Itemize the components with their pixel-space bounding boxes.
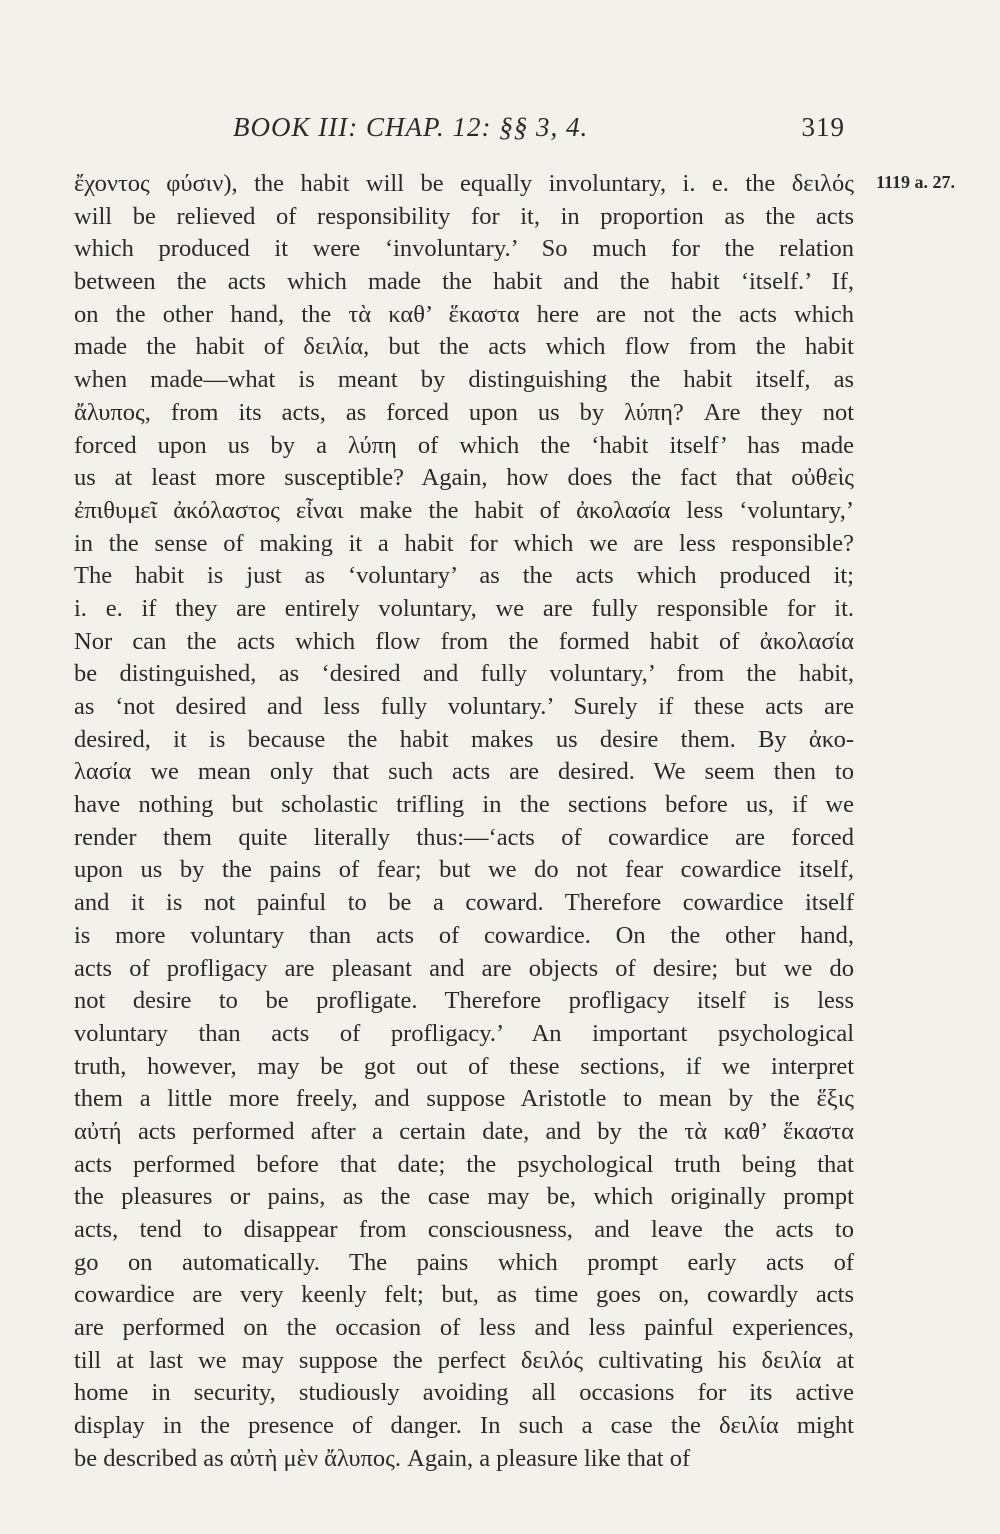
text-line: will be relieved of responsibility for it, in proportion as the acts [74,202,854,230]
text-line: on the other hand, the τὰ καθ’ ἕκαστα here are not the acts which [74,300,854,328]
text-line: acts, tend to disappear from consciousness, and leave the acts to [74,1216,854,1243]
marginal-reference: 1119 a. 27. [876,172,956,192]
text-line: them a little more freely, and suppose Aristotle to mean by the ἕξις [74,1085,854,1113]
text-line: display in the presence of danger. In such a case the δειλία might [74,1412,854,1440]
text-line: λασία we mean only that such acts are desired. We seem then to [74,758,854,786]
text-line: acts of profligacy are pleasant and are objects of desire; but we do [74,954,854,982]
text-line: forced upon us by a λύπη of which the ‘habit itself’ has made [74,431,854,459]
text-line: ἄλυπος, from its acts, as forced upon us by λύπη? Are they not [74,398,854,426]
text-line: acts performed before that date; the psychological truth being that [74,1150,854,1178]
text-line: which produced it were ‘involuntary.’ So much for the relation [74,235,854,263]
text-line: in the sense of making it a habit for which we are less responsible? [74,529,854,557]
text-line: voluntary than acts of profligacy.’ An important psychological [74,1019,854,1047]
text-line: the pleasures or pains, as the case may be, which originally prompt [74,1183,854,1211]
text-line: till at last we may suppose the perfect δειλός cultivating his δειλία at [74,1346,854,1374]
text-line: truth, however, may be got out of these sections, if we interpret [74,1052,854,1080]
text-line: ἐπιθυμεῖ ἀκόλαστος εἶναι make the habit of ἀκολασία less ‘voluntary,’ [74,496,854,524]
text-line: is more voluntary than acts of cowardice. On the other hand, [74,921,854,949]
text-line: us at least more susceptible? Again, how does the fact that οὐθεὶς [74,464,854,492]
text-line: not desire to be profligate. Therefore profligacy itself is less [74,987,854,1015]
text-line: go on automatically. The pains which prompt early acts of [74,1248,854,1276]
text-line: desired, it is because the habit makes us desire them. By ἀκο- [74,725,854,753]
text-line: made the habit of δειλία, but the acts which flow from the habit [74,333,854,361]
text-line: The habit is just as ‘voluntary’ as the acts which produced it; [74,562,854,590]
text-line: Nor can the acts which flow from the formed habit of ἀκολασία [74,627,854,655]
text-line: i. e. if they are entirely voluntary, we are fully responsible for it. [74,594,854,622]
page-number: 319 [801,112,845,142]
text-line: ἔχοντος φύσιν), the habit will be equally involuntary, i. e. the δειλός [74,170,854,197]
body-text [74,168,854,1476]
text-line: between the acts which made the habit and the habit ‘itself.’ If, [74,268,854,296]
text-line: render them quite literally thus:—‘acts of cowardice are forced [74,823,854,851]
text-line: be described as αὐτὴ μὲν ἄλυπος. Again, a pleasure like that of [74,1444,691,1472]
text-line: be distinguished, as ‘desired and fully voluntary,’ from the habit, [74,660,854,688]
chapter-heading: BOOK III: CHAP. 12: §§ 3, 4. [233,112,589,142]
text-line: cowardice are very keenly felt; but, as time goes on, cowardly acts [74,1281,854,1309]
text-line: αὐτή acts performed after a certain date, and by the τὰ καθ’ ἕκαστα [74,1117,854,1145]
text-line: have nothing but scholastic trifling in the sections before us, if we [74,791,854,819]
text-line: as ‘not desired and less fully voluntary.’ Surely if these acts are [74,693,854,720]
text-line: are performed on the occasion of less and less painful experiences, [74,1314,854,1342]
text-line: upon us by the pains of fear; but we do not fear cowardice itself, [74,856,854,884]
running-head [233,112,853,152]
text-line: and it is not painful to be a coward. Therefore cowardice itself [74,889,854,917]
text-line: when made—what is meant by distinguishing the habit itself, as [74,366,854,394]
text-line: home in security, studiously avoiding all occasions for its active [74,1379,854,1407]
